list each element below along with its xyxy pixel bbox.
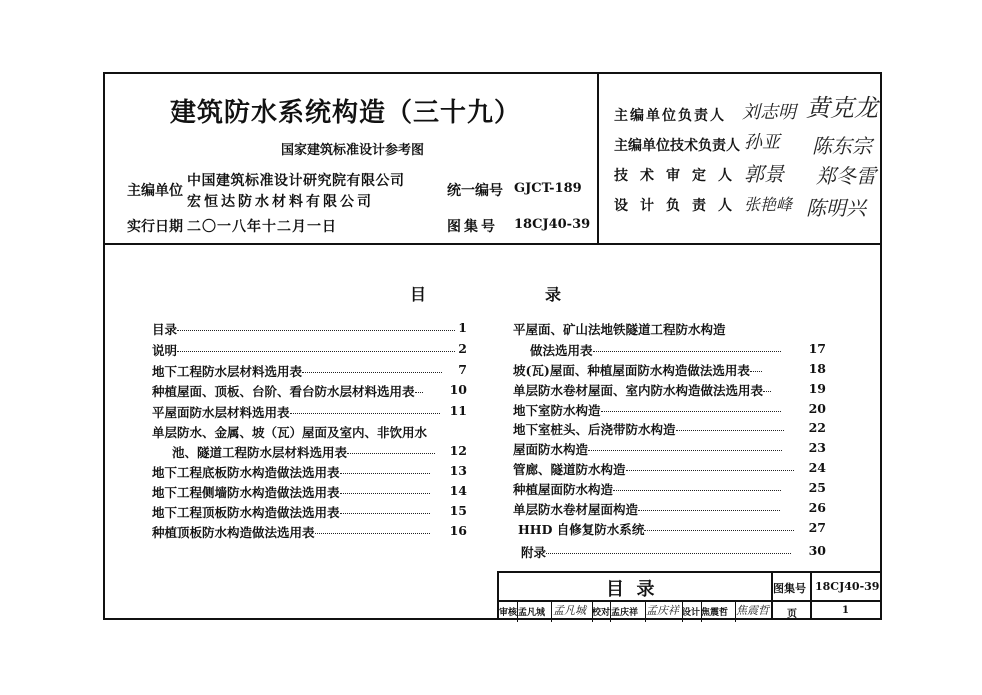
- toc-page: 19: [808, 381, 826, 396]
- toc-item[interactable]: 目录: [152, 320, 455, 338]
- toc-page: 17: [808, 341, 826, 356]
- toc-item[interactable]: 种植顶板防水构造做法选用表: [152, 523, 430, 541]
- signature: 陈东宗: [812, 134, 872, 158]
- toc-item[interactable]: 说明: [152, 341, 455, 359]
- role-tech-reviewer: 技术审定人: [614, 168, 744, 184]
- toc-page: 20: [808, 401, 826, 416]
- atlas-no: 18CJ40-39: [514, 217, 591, 232]
- toc-item[interactable]: 地下室防水构造: [513, 401, 781, 419]
- effective-date: 二〇一八年十二月一日: [187, 219, 337, 235]
- header-divider: [103, 243, 882, 245]
- design-name: 焦震哲: [701, 608, 729, 618]
- atlas-no-label: 图集号: [447, 219, 498, 235]
- signature: 焦震哲: [736, 604, 769, 617]
- toc-page: 10: [449, 382, 467, 397]
- toc-item[interactable]: 管廊、隧道防水构造: [513, 460, 794, 478]
- unified-no-label: 统一编号: [447, 183, 503, 199]
- drawing-title: 目 录: [606, 579, 655, 600]
- check-name: 孟庆祥: [611, 608, 639, 618]
- toc-page: 22: [808, 420, 826, 435]
- editor-unit-1: 中国建筑标准设计研究院有限公司: [187, 173, 405, 189]
- signature: 郑冬雷: [816, 164, 876, 188]
- toc-heading-right: 录: [545, 285, 562, 304]
- toc-item[interactable]: 地下室桩头、后浇带防水构造: [513, 420, 784, 438]
- toc-page: 25: [808, 480, 826, 495]
- toc-page: 23: [808, 440, 826, 455]
- toc-item[interactable]: 种植屋面、顶板、台阶、看台防水层材料选用表: [152, 382, 423, 400]
- toc-page: 12: [449, 443, 467, 458]
- page-label: 页: [787, 609, 797, 620]
- toc-item[interactable]: 坡(瓦)屋面、种植屋面防水构造做法选用表: [513, 361, 762, 379]
- atlas-subtitle: 国家建筑标准设计参考图: [281, 143, 425, 158]
- role-design-head: 设计负责人: [614, 198, 744, 214]
- toc-page: 26: [808, 500, 826, 515]
- toc-page: 18: [808, 361, 826, 376]
- editor-unit-label: 主编单位: [127, 183, 183, 199]
- check-label: 校对: [592, 608, 611, 618]
- toc-item[interactable]: 池、隧道工程防水层材料选用表: [172, 443, 435, 461]
- design-label: 设计: [682, 608, 701, 618]
- toc-item[interactable]: 平屋面、矿山法地铁隧道工程防水构造: [513, 322, 726, 337]
- toc-page: 27: [808, 520, 826, 535]
- unified-no: GJCT-189: [514, 181, 582, 196]
- signature: 孙亚: [744, 132, 780, 153]
- toc-item[interactable]: 地下工程顶板防水构造做法选用表: [152, 503, 430, 521]
- signature: 孟凡城: [553, 604, 586, 617]
- signature: 黄克龙: [806, 94, 878, 122]
- signature: 孟庆祥: [646, 604, 679, 617]
- signature: 郭景: [744, 162, 784, 186]
- toc-page: 11: [449, 403, 467, 418]
- editor-unit-2: 宏恒达防水材料有限公司: [187, 194, 374, 210]
- toc-heading-left: 目: [410, 285, 427, 304]
- toc-item[interactable]: HHD 自修复防水系统: [518, 520, 794, 538]
- toc-page: 7: [458, 362, 467, 377]
- page-number: 1: [842, 605, 849, 616]
- toc-page: 15: [449, 503, 467, 518]
- atlas-title: 建筑防水系统构造（三十九）: [170, 98, 522, 128]
- role-tech-head: 主编单位技术负责人: [614, 138, 740, 154]
- signature: 张艳峰: [744, 195, 793, 214]
- toc-item[interactable]: 平屋面防水层材料选用表: [152, 403, 440, 421]
- toc-item[interactable]: 单层防水卷材屋面、室内防水构造做法选用表: [513, 381, 771, 399]
- toc-page: 1: [458, 320, 467, 335]
- toc-item[interactable]: 屋面防水构造: [513, 440, 782, 458]
- role-editor-unit-head: 主编单位负责人: [614, 108, 726, 124]
- atlas-no-label: 图集号: [773, 582, 806, 595]
- toc-item[interactable]: 单层防水、金属、坡（瓦）屋面及室内、非饮用水: [152, 425, 428, 440]
- toc-item[interactable]: 种植屋面防水构造: [513, 480, 781, 498]
- review-name: 孟凡城: [518, 608, 546, 618]
- toc-item[interactable]: 附录: [521, 543, 791, 561]
- toc-item[interactable]: 地下工程侧墙防水构造做法选用表: [152, 483, 430, 501]
- toc-page: 30: [808, 543, 826, 558]
- toc-item[interactable]: 地下工程底板防水构造做法选用表: [152, 463, 430, 481]
- toc-page: 14: [449, 483, 467, 498]
- header-vertical-divider: [597, 72, 599, 243]
- toc-page: 24: [808, 460, 826, 475]
- toc-item[interactable]: 单层防水卷材屋面构造: [513, 500, 780, 518]
- effective-date-label: 实行日期: [127, 219, 183, 235]
- review-label: 审核: [499, 608, 518, 618]
- toc-item[interactable]: 做法选用表: [530, 341, 781, 359]
- signature: 刘志明: [742, 102, 796, 123]
- toc-page: 13: [449, 463, 467, 478]
- atlas-no: 18CJ40-39: [815, 580, 880, 593]
- toc-page: 16: [449, 523, 467, 538]
- signature: 陈明兴: [806, 196, 866, 220]
- toc-page: 2: [458, 341, 467, 356]
- toc-item[interactable]: 地下工程防水层材料选用表: [152, 362, 442, 380]
